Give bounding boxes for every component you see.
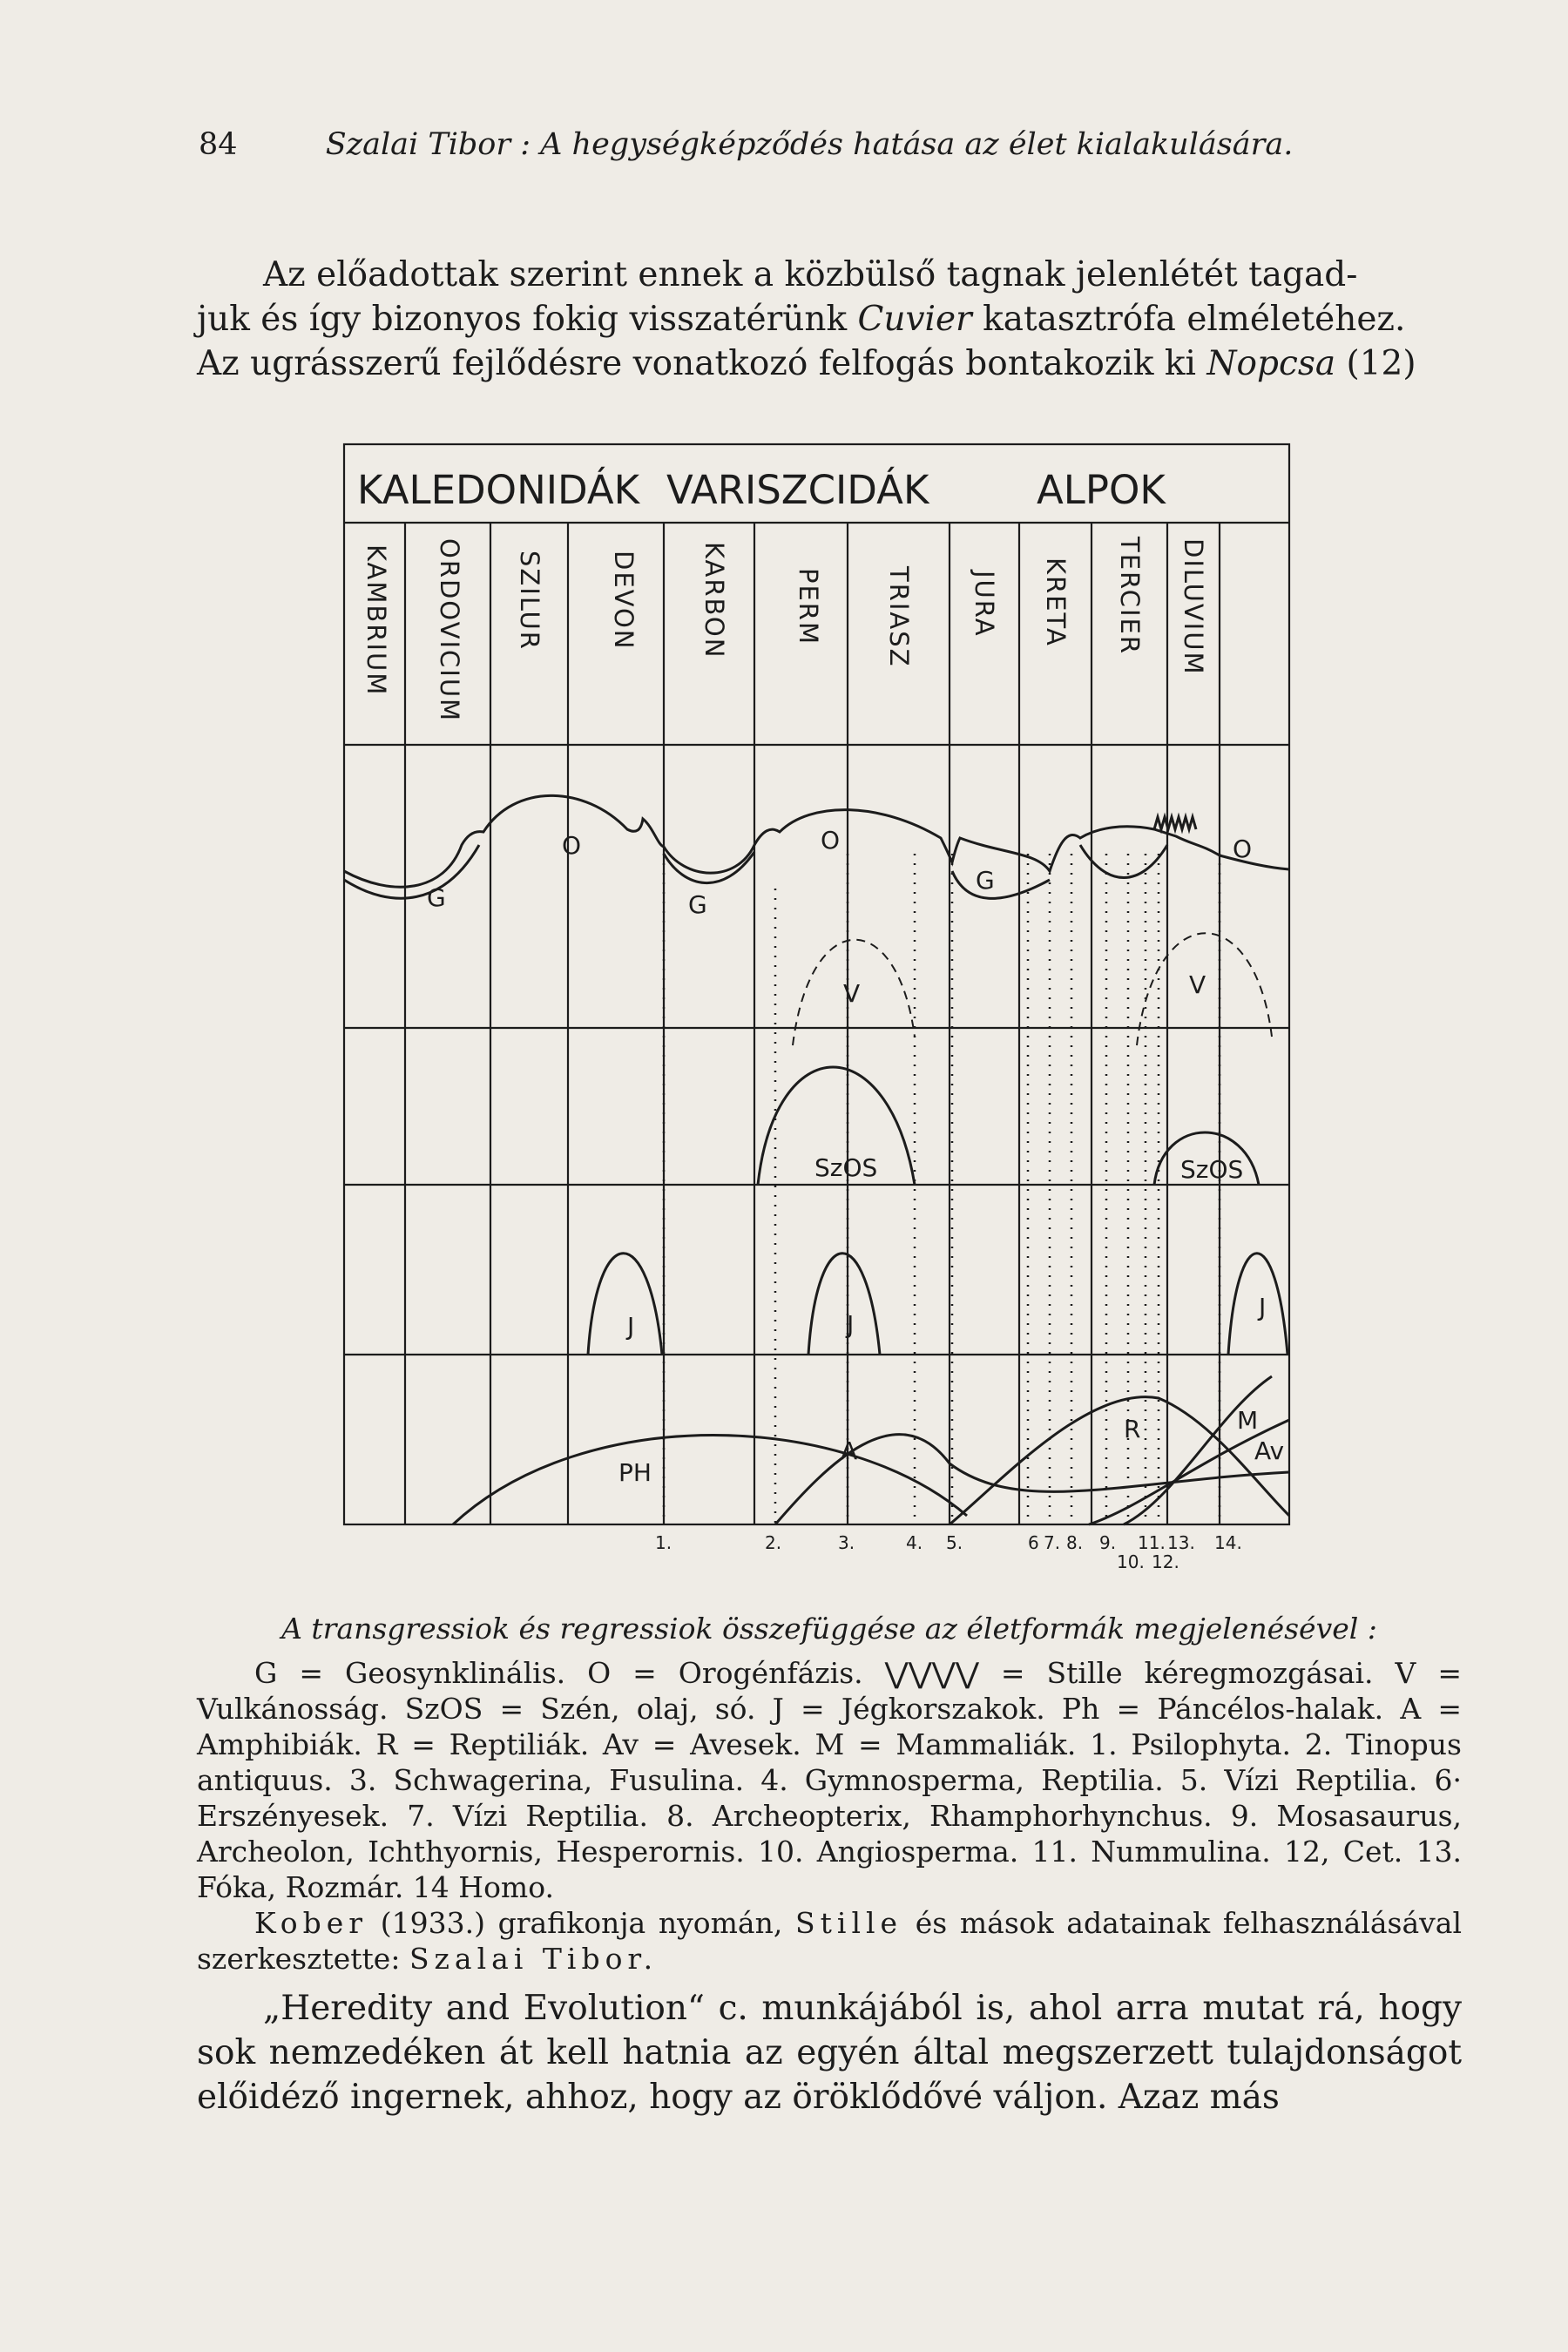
bird-curve (1089, 1420, 1289, 1524)
horizontal-gridlines (344, 1028, 1289, 1355)
orogeny-alpok: ALPOK (1037, 467, 1166, 513)
marker-5: 5. (946, 1532, 963, 1553)
closing-paragraph: „Heredity and Evolution“ c. munkájából is, ahol arra mutat rá, hogy sok nemzedéken át kell hatnia az egyén által megszerzett tulajdonságot előidéző ingernek, ahhoz, hogy az öröklődővé váljon. Azaz más (197, 1989, 1462, 2117)
period-szilur: SZILUR (515, 551, 544, 651)
marker-3: 3. (838, 1532, 855, 1553)
label-g-2: G (688, 890, 707, 919)
period-dividers (405, 523, 1220, 1524)
period-kreta: KRETA (1041, 558, 1071, 647)
label-szos-2: SzOS (1180, 1155, 1244, 1184)
period-karbon: KARBON (700, 542, 729, 659)
event-markers (655, 1532, 1242, 1572)
marker-4: 4. (906, 1532, 923, 1553)
period-diluvium: DILUVIUM (1179, 538, 1208, 676)
orogeny-variszcidak: VARISZCIDÁK (666, 467, 929, 513)
intro-line-3: Az ugrásszerű fejlődésre vonatkozó felfogás bontakozik ki Nopcsa (12) (197, 344, 1416, 383)
marker-11: 11. (1138, 1532, 1166, 1553)
label-o-2: O (821, 826, 841, 855)
label-g-3: G (976, 866, 995, 895)
nopcsa-name: Nopcsa (1206, 344, 1336, 383)
marker-12: 12. (1152, 1551, 1179, 1572)
orogeny-kaledonidak: KALEDONIDÁK (357, 467, 640, 513)
intro-line-2: juk és így bizonyos fokig visszatérünk Cuvier katasztrófa elméletéhez. (197, 300, 1406, 339)
credit-szalai: Szalai Tibor. (409, 1942, 659, 1976)
geosyncline-curve (344, 795, 1289, 887)
label-g-1: G (427, 883, 446, 912)
marker-7: 7. (1044, 1532, 1061, 1553)
marker-14: 14. (1214, 1532, 1242, 1553)
marker-2: 2. (765, 1532, 782, 1553)
period-labels (362, 536, 1208, 722)
transgression-diagram (340, 436, 1298, 1594)
period-perm: PERM (794, 568, 823, 645)
credit-kober: Kober (254, 1906, 368, 1940)
ice-age-curve-1 (588, 1254, 662, 1355)
period-kambrium: KAMBRIUM (362, 544, 391, 697)
label-m: M (1237, 1406, 1259, 1435)
marker-9: 9. (1099, 1532, 1117, 1553)
figure-legend (197, 1655, 1462, 1977)
mammal-curve (1124, 1376, 1272, 1524)
label-o-3: O (1233, 835, 1253, 863)
figure-caption: A transgressiok és regressiok összefüggése az életformák megjelenésével : (281, 1612, 1377, 1646)
armoured-fish-curve (453, 1436, 967, 1525)
period-devon: DEVON (609, 551, 639, 651)
label-j-2: J (847, 1310, 855, 1339)
legend-entries: G = Geosynklinális. O = Orogénfázis. ⋁⋁⋁⋁ = Stille kéregmozgásai. V = Vulkánosság. SzOS = Szén, olaj, só. J = Jégkorszakok. Ph = Páncélos-halak. A = Amphibiák. R = Reptiliák. Av = Avesek. M = Mammaliák. 1. Psilophyta. 2. Tinopus antiquus. 3. Schwagerina, Fusulina. 4. Gymnosperma, Reptilia. 5. Vízi Reptilia. 6· Erszényesek. 7. Vízi Reptilia. 8. Archeopterix, Rhamphorhynchus. 9. Mosasaurus, Archeolon, Ichthyornis, Hesperornis. 10. Angiosperma. 11. Nummulina. 12, Cet. 13. Fóka, Rozmár. 14 Homo. (197, 1656, 1462, 1904)
marker-8: 8. (1066, 1532, 1084, 1553)
label-v-1: V (843, 979, 861, 1008)
ice-age-curve-2 (808, 1254, 880, 1355)
intro-line-1: Az előadottak szerint ennek a közbülső tagnak jelenlétét tagad- (263, 255, 1358, 294)
ice-age-curve-3 (1228, 1254, 1288, 1355)
running-title: Szalai Tibor : A hegységképződés hatása az élet kialakulására. (325, 127, 1294, 162)
stille-crust-movements (1154, 817, 1196, 829)
label-r: R (1124, 1415, 1141, 1443)
label-szos-1: SzOS (814, 1153, 878, 1182)
credit-stille: Stille (795, 1906, 903, 1940)
marker-1: 1. (655, 1532, 672, 1553)
label-ph: PH (618, 1458, 652, 1487)
page-number: 84 (199, 127, 238, 162)
cuvier-name: Cuvier (857, 300, 972, 339)
marker-10: 10. (1117, 1551, 1145, 1572)
intro-paragraph (197, 253, 1462, 386)
label-j-3: J (1259, 1293, 1267, 1321)
period-tercier: TERCIER (1115, 537, 1145, 656)
legend-credit: Kober (1933.) grafikonja nyomán, Stille és mások adatainak felhasználásával szerkesztette: Szalai Tibor. (197, 1906, 1463, 1976)
marker-13: 13. (1167, 1532, 1195, 1553)
label-j-1: J (627, 1312, 635, 1341)
label-o-1: O (562, 831, 582, 860)
period-jura: JURA (970, 571, 999, 638)
period-ordovicium: ORDOVICIUM (435, 538, 464, 723)
label-a: A (841, 1436, 858, 1465)
geosyncline-lower-curve (344, 845, 1167, 898)
marker-6: 6 (1028, 1532, 1039, 1553)
label-av: Av (1254, 1436, 1285, 1465)
running-header (199, 127, 1293, 162)
label-v-2: V (1189, 970, 1206, 999)
period-triasz: TRIASZ (884, 566, 914, 668)
